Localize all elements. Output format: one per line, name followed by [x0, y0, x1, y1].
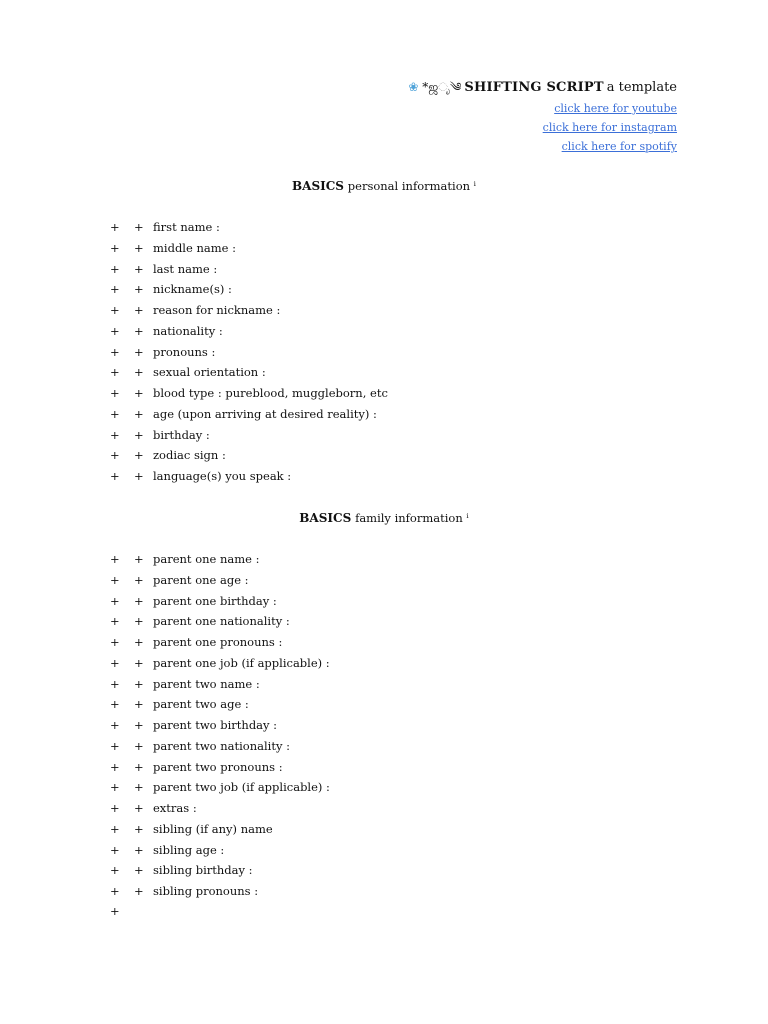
personal-info-heading	[0, 178, 768, 194]
list-item-label: middle name :	[153, 240, 236, 255]
list-item-label: parent one birthday :	[153, 593, 277, 608]
list-item-label: parent two job (if applicable) :	[153, 780, 330, 795]
plus-bullet-icon: +	[110, 323, 120, 338]
plus-bullet-icon: +	[134, 676, 144, 691]
plus-bullet-icon: +	[134, 780, 144, 795]
plus-bullet-icon: +	[134, 261, 144, 276]
trailing-bullet: +	[110, 904, 120, 918]
plus-bullet-icon: +	[134, 406, 144, 421]
plus-bullet-icon: +	[110, 220, 120, 234]
plus-bullet-icon: +	[110, 593, 120, 608]
plus-bullet-icon: +	[134, 801, 144, 815]
plus-bullet-icon: +	[134, 821, 144, 836]
list-item-label: parent one age :	[153, 572, 249, 587]
instagram-link[interactable]: click here for instagram	[542, 121, 677, 134]
plus-bullet-icon: +	[110, 821, 120, 836]
list-item-label: last name :	[153, 261, 218, 276]
plus-bullet-icon: +	[110, 386, 120, 400]
list-item-label: nickname(s) :	[153, 282, 232, 297]
plus-bullet-icon: +	[134, 738, 144, 753]
plus-bullet-icon: +	[110, 552, 120, 566]
plus-bullet-icon: +	[110, 655, 120, 670]
plus-bullet-icon: +	[134, 303, 144, 317]
list-item-label: parent one job (if applicable) :	[153, 655, 330, 670]
list-item-label: reason for nickname :	[153, 303, 281, 317]
list-item-label: parent two pronouns :	[153, 759, 283, 774]
plus-bullet-icon: +	[134, 323, 144, 338]
plus-bullet-icon: +	[134, 220, 144, 234]
list-item-label: first name :	[153, 220, 220, 234]
plus-bullet-icon: +	[134, 884, 144, 898]
plus-bullet-icon: +	[134, 842, 144, 857]
plus-bullet-icon: +	[110, 863, 120, 878]
plus-bullet-icon: +	[110, 718, 120, 732]
plus-bullet-icon: +	[110, 697, 120, 712]
decorative-text: *ஜೃ༄	[422, 80, 462, 94]
plus-bullet-icon: +	[134, 863, 144, 878]
list-item-label: parent two age :	[153, 697, 249, 712]
list-item-label: parent one pronouns :	[153, 635, 283, 649]
personal-heading-sub: personal information ⁱ	[347, 179, 476, 193]
family-heading-bold: BASICS	[299, 511, 352, 525]
list-item-label: extras :	[153, 801, 197, 815]
title-subtitle: a template	[606, 80, 677, 95]
plus-bullet-icon: +	[134, 427, 144, 442]
plus-bullet-icon: +	[110, 406, 120, 421]
plus-bullet-icon: +	[110, 676, 120, 691]
plus-bullet-icon: +	[110, 240, 120, 255]
plus-bullet-icon: +	[110, 303, 120, 317]
plus-bullet-icon: +	[134, 759, 144, 774]
personal-heading-bold: BASICS	[292, 179, 344, 193]
list-item-label: parent two name :	[153, 676, 260, 691]
plus-bullet-icon: +	[134, 386, 144, 400]
list-item-label: language(s) you speak :	[153, 469, 292, 483]
plus-bullet-icon: +	[110, 780, 120, 795]
plus-bullet-icon: +	[110, 344, 120, 359]
document-title	[408, 78, 677, 97]
plus-bullet-icon: +	[134, 572, 144, 587]
plus-bullet-icon: +	[110, 469, 120, 483]
plus-bullet-icon: +	[134, 240, 144, 255]
family-heading-sub: family information ⁱ	[355, 511, 469, 525]
plus-bullet-icon: +	[134, 614, 144, 629]
plus-bullet-icon: +	[134, 365, 144, 380]
list-item-label: sibling age :	[153, 842, 225, 857]
plus-bullet-icon: +	[110, 759, 120, 774]
plus-bullet-icon: +	[110, 427, 120, 442]
list-item-label: sexual orientation :	[153, 365, 266, 380]
plus-bullet-icon: +	[110, 738, 120, 753]
plus-bullet-icon: +	[110, 572, 120, 587]
plus-bullet-icon: +	[110, 261, 120, 276]
list-item-label: parent one nationality :	[153, 614, 290, 629]
plus-bullet-icon: +	[110, 635, 120, 649]
plus-bullet-icon: +	[134, 282, 144, 297]
plus-bullet-icon: +	[134, 635, 144, 649]
decorative-flourish	[408, 80, 461, 94]
list-item-label: sibling (if any) name	[153, 821, 273, 836]
plus-bullet-icon: +	[110, 884, 120, 898]
flower-icon: ❀	[408, 80, 419, 94]
title-bold-text: SHIFTING SCRIPT	[464, 80, 604, 95]
list-item-label: sibling birthday :	[153, 863, 253, 878]
list-item-label: parent one name :	[153, 552, 260, 566]
list-item-label: zodiac sign :	[153, 448, 226, 463]
plus-bullet-icon: +	[110, 448, 120, 463]
plus-bullet-icon: +	[110, 801, 120, 815]
list-item-label: blood type : pureblood, muggleborn, etc	[153, 386, 388, 400]
youtube-link[interactable]: click here for youtube	[554, 102, 677, 115]
family-info-heading	[0, 510, 768, 526]
plus-bullet-icon: +	[134, 593, 144, 608]
list-item-label: birthday :	[153, 427, 210, 442]
plus-bullet-icon: +	[134, 552, 144, 566]
list-item-label: pronouns :	[153, 344, 216, 359]
list-item-label: age (upon arriving at desired reality) :	[153, 406, 377, 421]
plus-bullet-icon: +	[110, 282, 120, 297]
plus-bullet-icon: +	[134, 448, 144, 463]
plus-bullet-icon: +	[110, 365, 120, 380]
plus-bullet-icon: +	[134, 469, 144, 483]
plus-bullet-icon: +	[134, 655, 144, 670]
plus-bullet-icon: +	[134, 718, 144, 732]
plus-bullet-icon: +	[134, 344, 144, 359]
list-item-label: sibling pronouns :	[153, 884, 259, 898]
list-item-label: nationality :	[153, 323, 223, 338]
list-item-label: parent two birthday :	[153, 718, 278, 732]
spotify-link[interactable]: click here for spotify	[561, 140, 677, 153]
plus-bullet-icon: +	[134, 697, 144, 712]
plus-bullet-icon: +	[110, 614, 120, 629]
list-item-label: parent two nationality :	[153, 738, 291, 753]
plus-bullet-icon: +	[110, 842, 120, 857]
